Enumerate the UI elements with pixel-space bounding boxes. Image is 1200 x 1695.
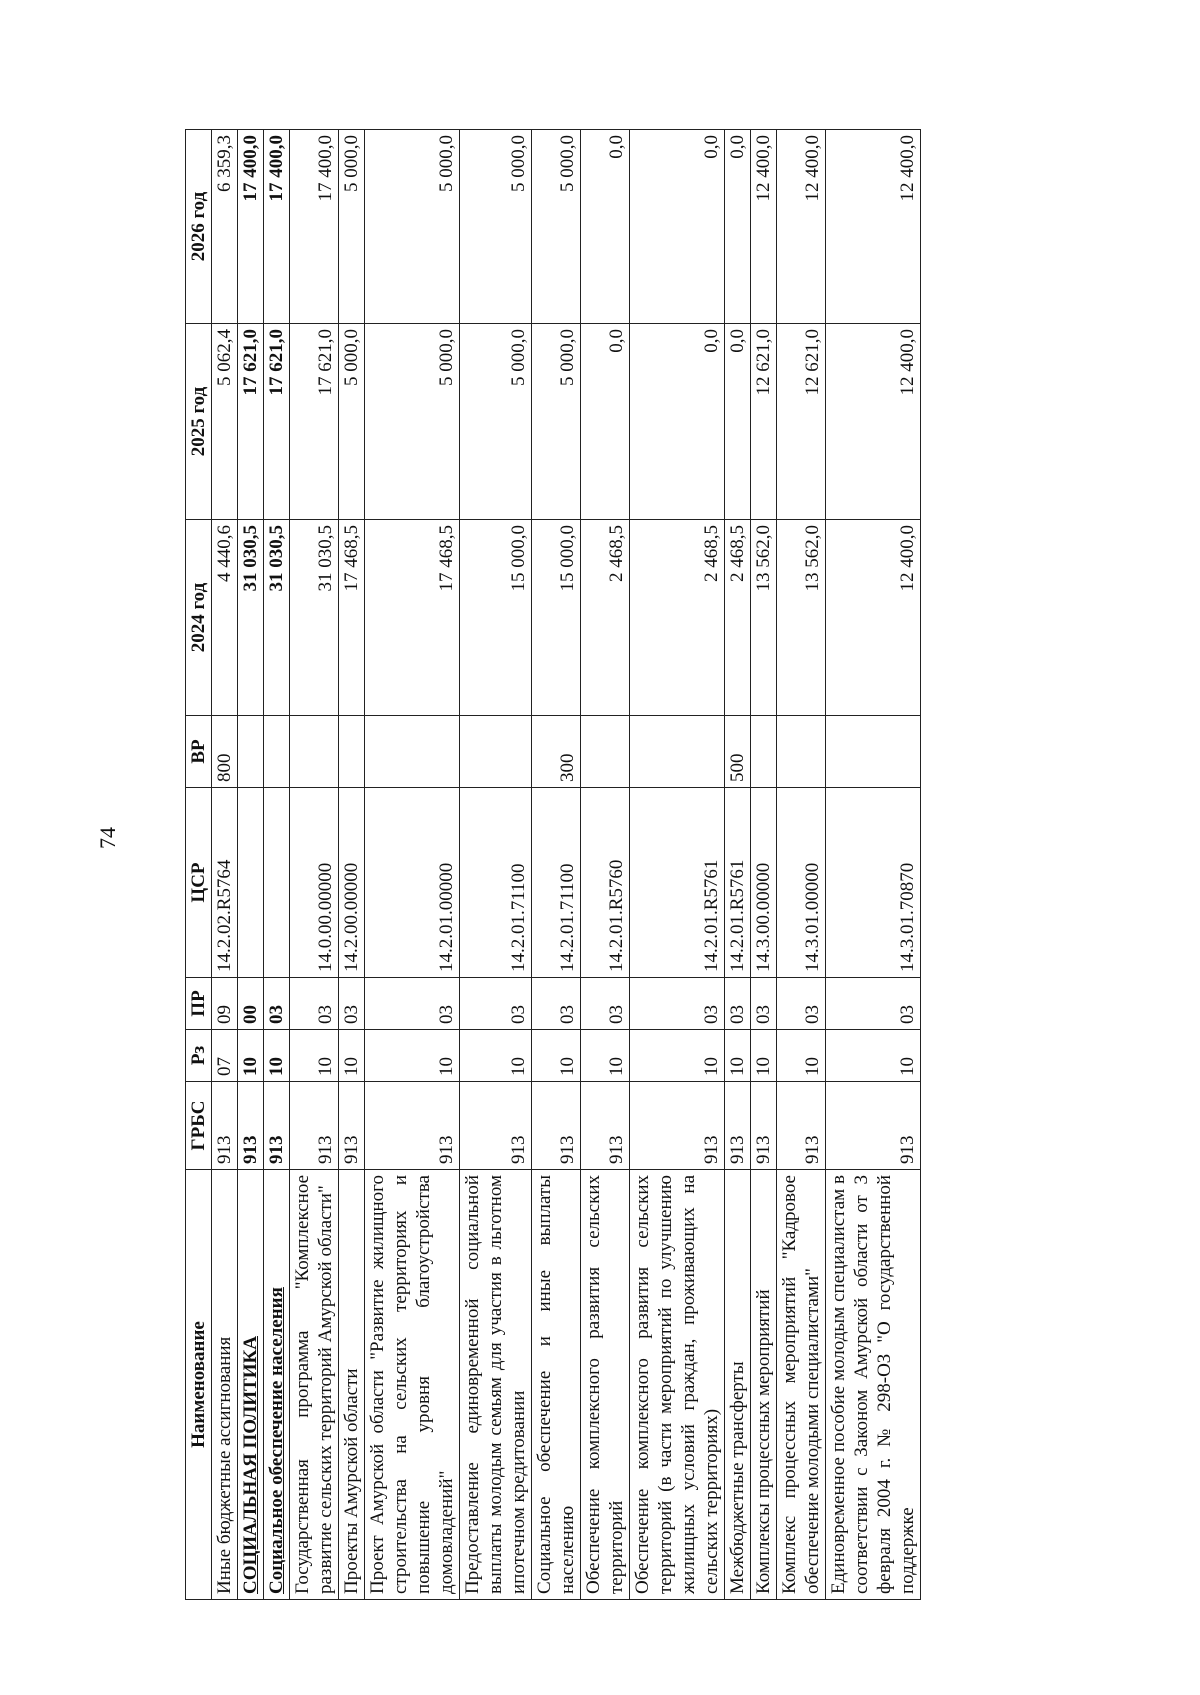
cell-grbs: 913: [532, 1082, 581, 1170]
cell-rz: 10: [751, 1030, 777, 1082]
cell-2026: 17 400,0: [238, 130, 264, 324]
cell-2025: 0,0: [581, 324, 630, 520]
header-2024: 2024 год: [186, 520, 212, 716]
header-name: Наименование: [186, 1170, 212, 1600]
table-row: [630, 130, 725, 1600]
cell-2025: 17 621,0: [264, 324, 290, 520]
table-row: [212, 130, 238, 1600]
cell-csr: 14.2.00.00000: [339, 788, 365, 978]
cell-pr: 09: [212, 978, 238, 1030]
cell-2026: 17 400,0: [290, 130, 339, 324]
budget-table: [185, 129, 921, 1600]
cell-csr: [264, 788, 290, 978]
table-row: [365, 130, 460, 1600]
cell-rz: 10: [725, 1030, 751, 1082]
cell-grbs: 913: [339, 1082, 365, 1170]
table-row: [290, 130, 339, 1600]
cell-name: Иные бюджетные ассигнования: [212, 1170, 238, 1600]
cell-grbs: 913: [264, 1082, 290, 1170]
cell-2026: 5 000,0: [532, 130, 581, 324]
cell-rz: 10: [365, 1030, 460, 1082]
cell-rz: 10: [826, 1030, 921, 1082]
cell-rz: 10: [777, 1030, 826, 1082]
cell-pr: 03: [630, 978, 725, 1030]
cell-name: Обеспечение комплексного развития сельских территорий: [581, 1170, 630, 1600]
cell-2024: 31 030,5: [290, 520, 339, 716]
cell-grbs: 913: [725, 1082, 751, 1170]
cell-rz: 10: [238, 1030, 264, 1082]
cell-2025: 5 000,0: [339, 324, 365, 520]
cell-rz: 10: [264, 1030, 290, 1082]
cell-rz: 07: [212, 1030, 238, 1082]
cell-vr: [339, 716, 365, 788]
cell-2024: 2 468,5: [581, 520, 630, 716]
cell-2024: 12 400,0: [826, 520, 921, 716]
page-number: 74: [95, 827, 120, 849]
cell-grbs: 913: [290, 1082, 339, 1170]
cell-2026: 12 400,0: [826, 130, 921, 324]
cell-2025: 17 621,0: [290, 324, 339, 520]
cell-name: Межбюджетные трансферты: [725, 1170, 751, 1600]
cell-pr: 03: [532, 978, 581, 1030]
cell-name: Государственная программа "Комплексное развитие сельских территорий Амурской области": [290, 1170, 339, 1600]
cell-pr: 00: [238, 978, 264, 1030]
cell-pr: 03: [365, 978, 460, 1030]
table-row: [826, 130, 921, 1600]
table-row: [238, 130, 264, 1600]
cell-grbs: 913: [365, 1082, 460, 1170]
cell-csr: 14.3.01.70870: [826, 788, 921, 978]
cell-2024: 17 468,5: [365, 520, 460, 716]
cell-vr: [751, 716, 777, 788]
cell-vr: 800: [212, 716, 238, 788]
cell-2025: 0,0: [630, 324, 725, 520]
cell-vr: [365, 716, 460, 788]
cell-2026: 0,0: [725, 130, 751, 324]
table-row: [777, 130, 826, 1600]
cell-2024: 13 562,0: [777, 520, 826, 716]
cell-2025: 12 621,0: [751, 324, 777, 520]
header-2025: 2025 год: [186, 324, 212, 520]
header-pr: ПР: [186, 978, 212, 1030]
cell-2024: 31 030,5: [264, 520, 290, 716]
cell-2024: 2 468,5: [725, 520, 751, 716]
cell-vr: [581, 716, 630, 788]
cell-vr: [460, 716, 532, 788]
cell-csr: 14.2.01.71100: [460, 788, 532, 978]
cell-name: Комплекс процессных мероприятий "Кадровое обеспечение молодыми специалистами": [777, 1170, 826, 1600]
cell-vr: [290, 716, 339, 788]
cell-pr: 03: [751, 978, 777, 1030]
cell-rz: 10: [460, 1030, 532, 1082]
table-row: [339, 130, 365, 1600]
cell-rz: 10: [339, 1030, 365, 1082]
cell-pr: 03: [339, 978, 365, 1030]
cell-2026: 0,0: [630, 130, 725, 324]
table-row: [264, 130, 290, 1600]
cell-name: Комплексы процессных мероприятий: [751, 1170, 777, 1600]
cell-rz: 10: [630, 1030, 725, 1082]
cell-2026: 5 000,0: [365, 130, 460, 324]
header-grbs: ГРБС: [186, 1082, 212, 1170]
cell-vr: [826, 716, 921, 788]
cell-csr: 14.2.01.00000: [365, 788, 460, 978]
header-vr: ВР: [186, 716, 212, 788]
cell-name: СОЦИАЛЬНАЯ ПОЛИТИКА: [238, 1170, 264, 1600]
cell-pr: 03: [264, 978, 290, 1030]
table-row: [581, 130, 630, 1600]
cell-2026: 12 400,0: [751, 130, 777, 324]
cell-pr: 03: [460, 978, 532, 1030]
cell-vr: [238, 716, 264, 788]
cell-grbs: 913: [751, 1082, 777, 1170]
cell-csr: 14.2.01.R5761: [630, 788, 725, 978]
cell-2025: 5 062,4: [212, 324, 238, 520]
cell-grbs: 913: [777, 1082, 826, 1170]
cell-2026: 12 400,0: [777, 130, 826, 324]
cell-csr: 14.2.01.R5760: [581, 788, 630, 978]
cell-2026: 5 000,0: [460, 130, 532, 324]
cell-2025: 12 400,0: [826, 324, 921, 520]
cell-name: Социальное обеспечение населения: [264, 1170, 290, 1600]
cell-name: Проекты Амурской области: [339, 1170, 365, 1600]
table-row: [725, 130, 751, 1600]
cell-2024: 17 468,5: [339, 520, 365, 716]
cell-2024: 15 000,0: [532, 520, 581, 716]
cell-name: Проект Амурской области "Развитие жилищного строительства на сельских территориях и повышение уровня благоустройства домовладений": [365, 1170, 460, 1600]
cell-2024: 4 440,6: [212, 520, 238, 716]
cell-2026: 6 359,3: [212, 130, 238, 324]
cell-vr: [630, 716, 725, 788]
table-row: [460, 130, 532, 1600]
cell-pr: 03: [725, 978, 751, 1030]
cell-rz: 10: [290, 1030, 339, 1082]
cell-csr: 14.3.01.00000: [777, 788, 826, 978]
cell-grbs: 913: [630, 1082, 725, 1170]
header-csr: ЦСР: [186, 788, 212, 978]
header-2026: 2026 год: [186, 130, 212, 324]
cell-vr: [777, 716, 826, 788]
cell-csr: 14.2.01.71100: [532, 788, 581, 978]
cell-2026: 17 400,0: [264, 130, 290, 324]
cell-name: Предоставление единовременной социальной выплаты молодым семьям для участия в льготном ипотечном кредитовании: [460, 1170, 532, 1600]
cell-2025: 17 621,0: [238, 324, 264, 520]
cell-pr: 03: [826, 978, 921, 1030]
cell-name: Единовременное пособие молодым специалистам в соответствии с Законом Амурской области от 3 февраля 2004 г. № 298-ОЗ "О государственной поддержке: [826, 1170, 921, 1600]
cell-2025: 12 621,0: [777, 324, 826, 520]
cell-rz: 10: [532, 1030, 581, 1082]
cell-2025: 5 000,0: [365, 324, 460, 520]
cell-2025: 0,0: [725, 324, 751, 520]
cell-grbs: 913: [238, 1082, 264, 1170]
cell-csr: 14.0.00.00000: [290, 788, 339, 978]
table-row: [532, 130, 581, 1600]
table-row: [751, 130, 777, 1600]
cell-pr: 03: [777, 978, 826, 1030]
cell-csr: [238, 788, 264, 978]
cell-rz: 10: [581, 1030, 630, 1082]
cell-vr: 500: [725, 716, 751, 788]
cell-2025: 5 000,0: [460, 324, 532, 520]
table-body: [212, 130, 921, 1600]
cell-2024: 31 030,5: [238, 520, 264, 716]
cell-2026: 5 000,0: [339, 130, 365, 324]
cell-2025: 5 000,0: [532, 324, 581, 520]
cell-2024: 15 000,0: [460, 520, 532, 716]
cell-vr: 300: [532, 716, 581, 788]
cell-2024: 2 468,5: [630, 520, 725, 716]
cell-grbs: 913: [212, 1082, 238, 1170]
cell-grbs: 913: [826, 1082, 921, 1170]
cell-name: Социальное обеспечение и иные выплаты населению: [532, 1170, 581, 1600]
cell-2026: 0,0: [581, 130, 630, 324]
budget-table-container: [185, 130, 965, 1600]
cell-vr: [264, 716, 290, 788]
cell-name: Обеспечение комплексного развития сельских территорий (в части мероприятий по улучшению жилищных условий граждан, проживающих на сельских территориях): [630, 1170, 725, 1600]
cell-grbs: 913: [460, 1082, 532, 1170]
cell-pr: 03: [581, 978, 630, 1030]
cell-2024: 13 562,0: [751, 520, 777, 716]
table-header-row: [186, 130, 212, 1600]
cell-grbs: 913: [581, 1082, 630, 1170]
cell-csr: 14.2.02.R5764: [212, 788, 238, 978]
cell-csr: 14.3.00.00000: [751, 788, 777, 978]
cell-csr: 14.2.01.R5761: [725, 788, 751, 978]
header-rz: Рз: [186, 1030, 212, 1082]
cell-pr: 03: [290, 978, 339, 1030]
